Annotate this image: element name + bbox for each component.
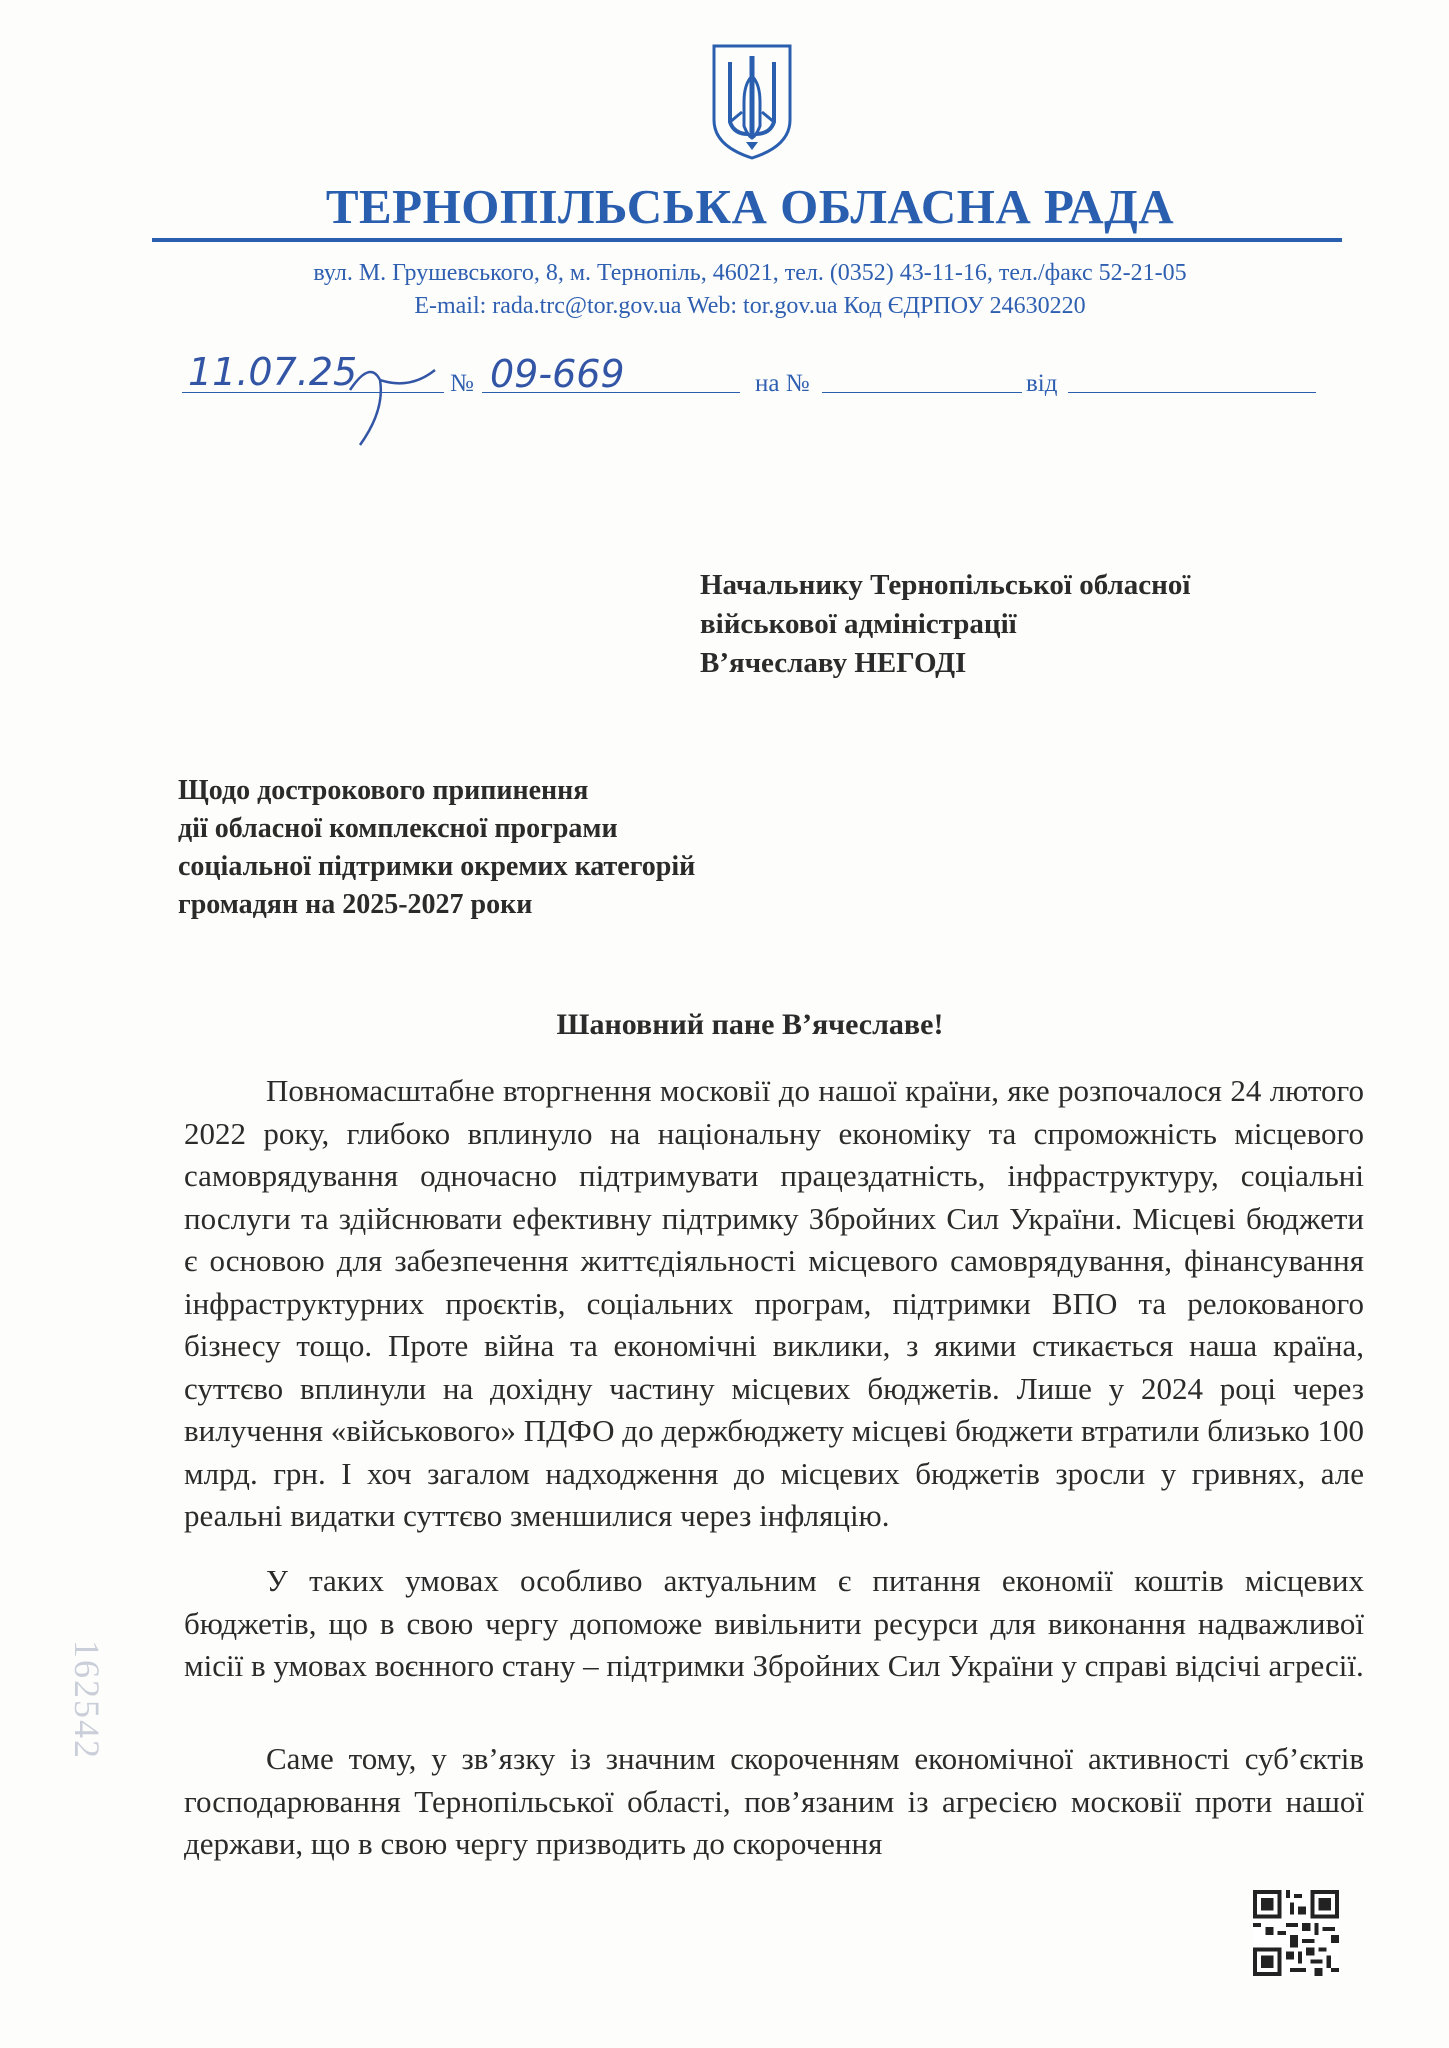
addressee-line: Начальнику Тернопільської обласної	[700, 569, 1191, 601]
handwritten-date: 11.07.25	[188, 350, 358, 394]
org-contacts: E-mail: rada.trc@tor.gov.ua Web: tor.gov.ua Код ЄДРПОУ 24630220	[414, 293, 1086, 319]
addressee-line: В’ячеславу НЕГОДІ	[700, 647, 967, 679]
subject-block	[178, 772, 695, 924]
subject-line: громадян на 2025-2027 роки	[178, 889, 533, 920]
body-paragraph: Повномасштабне вторгнення московії до нашої країни, яке розпочалося 24 лютого 2022 року, глибоко вплинуло на національну економіку та спроможність місцевого самоврядування одночасно підтримувати працездатність, інфраструктуру, соціальні послуги та здійснювати ефективну підтримку Збройних Сил України. Місцеві бюджети є основою для забезпечення життєдіяльності місцевого самоврядування, фінансування інфраструктурних проєктів, соціальних програм, підтримки ВПО та релокованого бізнесу тощо. Проте війна та економічні виклики, з якими стикається наша країна, суттєво вплинули на дохідну частину місцевих бюджетів. Лише у 2024 році через вилучення «військового» ПДФО до держбюджету місцеві бюджети втратили близько 100 млрд. грн. І хоч загалом надходження до місцевих бюджетів зросли у гривнях, але реальні видатки суттєво зменшилися через інфляцію.	[184, 1073, 1364, 1533]
signature-flourish	[340, 350, 450, 450]
qr-code-icon	[1253, 1890, 1339, 1976]
handwritten-number: 09-669	[490, 352, 625, 396]
reply-number-field	[822, 392, 1022, 393]
subject-line: соціальної підтримки окремих категорій	[178, 851, 696, 882]
subject-line: Щодо дострокового припинення	[178, 775, 589, 806]
subject-line: дії обласної комплексної програми	[178, 813, 618, 844]
header-divider	[152, 238, 1342, 242]
greeting: Шановний пане В’ячеславе!	[556, 1008, 944, 1041]
trident-icon	[708, 42, 796, 162]
org-address: вул. М. Грушевського, 8, м. Тернопіль, 46021, тел. (0352) 43-11-16, тел./факс 52-21-05	[313, 260, 1187, 286]
side-registration-number: 162542	[67, 1640, 107, 1760]
body-paragraph: Саме тому, у зв’язку із значним скороченням економічної активності суб’єктів господарювання Тернопільської області, пов’язаним із агресією московії проти нашої держави, що в свою чергу призводить до скорочення	[184, 1741, 1364, 1861]
reply-number-label: на №	[755, 370, 810, 397]
from-label: від	[1026, 370, 1058, 397]
body-paragraph: У таких умовах особливо актуальним є питання економії коштів місцевих бюджетів, що в свою чергу допоможе вивільнити ресурси для виконання надважливої місії в умовах воєнного стану – підтримки Збройних Сил України у справі відсічі агресії.	[184, 1563, 1364, 1683]
from-date-field	[1068, 392, 1316, 393]
date-underline	[182, 392, 444, 393]
number-underline	[482, 392, 740, 393]
org-name: ТЕРНОПІЛЬСЬКА ОБЛАСНА РАДА	[325, 179, 1175, 234]
number-label: №	[450, 370, 474, 397]
addressee-line: військової адміністрації	[700, 608, 1017, 640]
addressee-block	[700, 566, 1190, 683]
